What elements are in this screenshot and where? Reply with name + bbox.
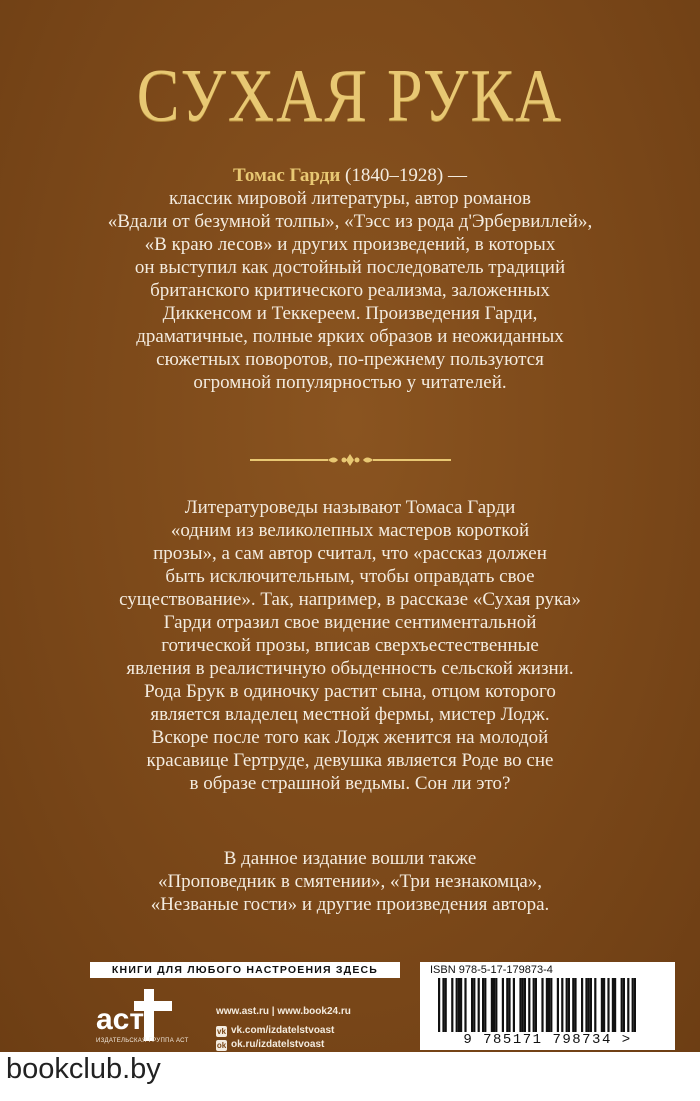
author-years: (1840–1928) — <box>340 165 467 186</box>
barcode-bar <box>482 978 484 1032</box>
barcode-bar <box>438 978 440 1032</box>
barcode-icon <box>424 978 671 1032</box>
social-link-ok <box>216 1038 406 1051</box>
barcode-digits: 9 785171 798734 > <box>463 1032 632 1048</box>
social-link-vk <box>216 1024 406 1037</box>
author-intro-paragraph <box>30 164 670 394</box>
summary-line: Рода Брук в одиночку растит сына, отцом которого <box>144 681 556 702</box>
barcode-bar <box>548 978 550 1032</box>
barcode-bar <box>495 978 497 1032</box>
barcode-bar <box>634 978 636 1032</box>
barcode-bar <box>550 978 552 1032</box>
summary-line: в образе страшной ведьмы. Сон ли это? <box>189 773 511 794</box>
barcode-bar <box>478 978 480 1032</box>
barcode-bar <box>568 978 570 1032</box>
barcode-bar <box>502 978 504 1032</box>
barcode-bar <box>528 978 530 1032</box>
barcode-bar <box>581 978 583 1032</box>
barcode-bar <box>590 978 592 1032</box>
ok-icon: ok <box>216 1041 227 1050</box>
barcode-bar <box>513 978 515 1032</box>
intro-line: британского критического реализма, заложенных <box>150 280 550 301</box>
barcode-bar <box>484 978 486 1032</box>
barcode-bar <box>533 978 535 1032</box>
barcode-bar <box>473 978 475 1032</box>
barcode-bar <box>491 978 493 1032</box>
barcode-bar <box>585 978 587 1032</box>
watermark-text: bookclub.by <box>6 1053 161 1085</box>
vk-icon: vk <box>217 1027 226 1036</box>
barcode-bar <box>623 978 625 1032</box>
barcode-bar <box>566 978 568 1032</box>
summary-line: Гарди отразил свое видение сентиментальной <box>163 612 537 633</box>
barcode-bar <box>506 978 508 1032</box>
isbn-number: ISBN 978-5-17-179873-4 <box>430 964 553 976</box>
summary-line: является владелец местной фермы, мистер Лодж. <box>150 704 550 725</box>
barcode-bar <box>519 978 521 1032</box>
intro-line: «Вдали от безумной толпы», «Тэсс из рода д'Эрбервиллей», <box>107 211 593 232</box>
barcode-bar <box>574 978 576 1032</box>
barcode-bar <box>601 978 603 1032</box>
barcode-bar <box>451 978 453 1032</box>
intro-first-line <box>30 164 670 187</box>
contents-line: В данное издание вошли также <box>223 848 477 869</box>
contents-line: «Проповедник в смятении», «Три незнакомца», <box>157 871 543 892</box>
contents-line: «Незваные гости» и другие произведения автора. <box>150 894 550 915</box>
barcode-bar <box>557 978 559 1032</box>
publisher-websites: www.ast.ru | www.book24.ru <box>216 1006 351 1017</box>
author-name: Томас Гарди <box>233 165 341 186</box>
barcode-bar <box>621 978 623 1032</box>
social-link-text: ok.ru/izdatelstvoast <box>231 1039 325 1050</box>
barcode-bar <box>614 978 616 1032</box>
barcode-bar <box>594 978 596 1032</box>
barcode-bar <box>464 978 466 1032</box>
intro-line: огромной популярностью у читателей. <box>193 372 507 393</box>
social-link-text: vk.com/izdatelstvoast <box>231 1025 335 1036</box>
barcode-bar <box>612 978 614 1032</box>
barcode-bar <box>546 978 548 1032</box>
barcode-bar <box>603 978 605 1032</box>
intro-line: сюжетных поворотов, по-прежнему пользуются <box>156 349 544 370</box>
barcode-bar <box>524 978 526 1032</box>
barcode-bar <box>445 978 447 1032</box>
ornamental-divider <box>248 452 453 468</box>
intro-line: «В краю лесов» и других произведений, в которых <box>144 234 556 255</box>
summary-line: явления в реалистичную обыденность сельской жизни. <box>126 658 574 679</box>
summary-line: существование». Так, например, в рассказе «Сухая рука» <box>119 589 581 610</box>
barcode-bar <box>607 978 609 1032</box>
barcode-bar <box>522 978 524 1032</box>
barcode-bar <box>632 978 634 1032</box>
intro-line: Диккенсом и Теккереем. Произведения Гарди, <box>162 303 538 324</box>
barcode-bar <box>456 978 458 1032</box>
intro-line: он выступил как достойный последователь традиций <box>134 257 566 278</box>
barcode-bar <box>458 978 460 1032</box>
barcode-bar <box>627 978 629 1032</box>
barcode-bar <box>588 978 590 1032</box>
barcode-panel <box>420 962 675 1050</box>
intro-line: драматичные, полные ярких образов и неожиданных <box>136 326 564 347</box>
publisher-group-caption: ИЗДАТЕЛЬСКАЯ ГРУППА АСТ <box>96 1038 189 1044</box>
barcode-bar <box>508 978 510 1032</box>
logo-text: аст <box>96 1003 145 1036</box>
book-title: СУХАЯ РУКА <box>136 53 564 137</box>
intro-line: классик мировой литературы, автор романов <box>168 188 532 209</box>
summary-line: Вскоре после того как Лодж женится на молодой <box>151 727 549 748</box>
barcode-bar <box>561 978 563 1032</box>
story-summary-paragraph <box>30 496 670 795</box>
summary-line: «одним из великолепных мастеров короткой <box>170 520 530 541</box>
barcode-bar <box>442 978 444 1032</box>
contents-note-paragraph <box>30 847 670 916</box>
barcode-bar <box>535 978 537 1032</box>
summary-line: Литературоведы называют Томаса Гарди <box>184 497 516 518</box>
summary-line: быть исключительным, чтобы оправдать свое <box>165 566 535 587</box>
barcode-bar <box>460 978 462 1032</box>
summary-line: красавице Гертруде, девушка является Роде во сне <box>146 750 554 771</box>
publisher-tagline: КНИГИ ДЛЯ ЛЮБОГО НАСТРОЕНИЯ ЗДЕСЬ <box>90 962 400 978</box>
summary-line: прозы», а сам автор считал, что «рассказ должен <box>153 543 547 564</box>
barcode-bar <box>471 978 473 1032</box>
summary-line: готической прозы, вписав сверхъестественные <box>161 635 539 656</box>
barcode-bar <box>541 978 543 1032</box>
barcode-bar <box>572 978 574 1032</box>
barcode-bar <box>493 978 495 1032</box>
